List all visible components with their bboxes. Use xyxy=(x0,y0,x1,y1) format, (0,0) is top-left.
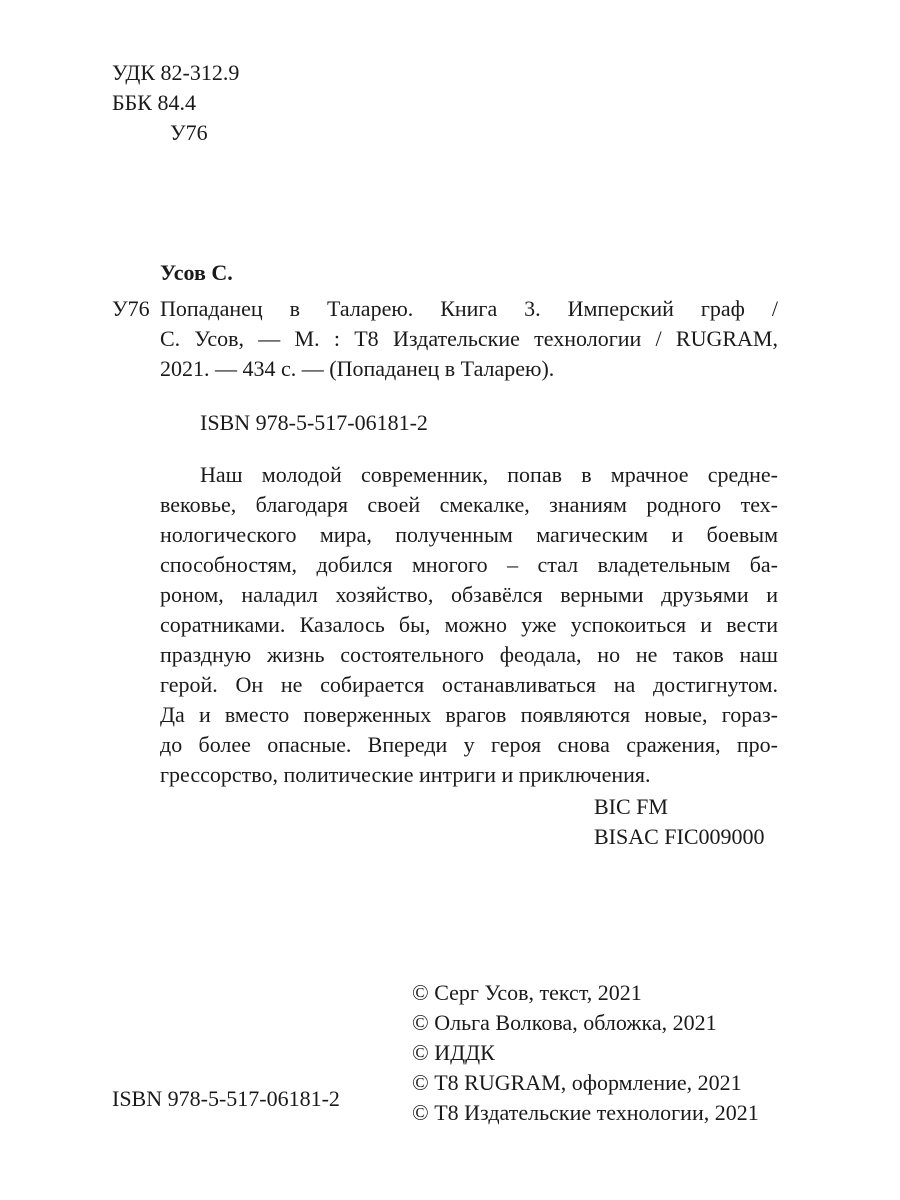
udk-code: УДК 82-312.9 xyxy=(112,60,240,85)
citation-line: 2021. — 434 с. — (Попаданец в Таларею). xyxy=(160,356,555,381)
catalog-code: У76 xyxy=(112,296,150,321)
annotation-line: нологического мира, полученным магическим и боевым xyxy=(160,522,778,547)
annotation-line: способностям, добился многого – стал владетельным ба- xyxy=(160,552,778,577)
author-mark: У76 xyxy=(170,120,208,145)
bic-code: BIC FM xyxy=(594,794,668,819)
copyright-line: © Серг Усов, текст, 2021 xyxy=(412,980,642,1005)
copyright-block xyxy=(412,978,759,1128)
copyright-line: © Ольга Волкова, обложка, 2021 xyxy=(412,1010,717,1035)
author-heading: Усов С. xyxy=(160,260,233,285)
bibliographic-citation xyxy=(160,294,778,384)
copyright-line: © ИДДК xyxy=(412,1040,495,1065)
classification-block xyxy=(112,58,239,148)
annotation-line: Наш молодой современник, попав в мрачное средне- xyxy=(200,462,778,487)
annotation-line: вековье, благодаря своей смекалке, знаниям родного тех- xyxy=(160,492,778,517)
bbk-code: ББК 84.4 xyxy=(112,90,196,115)
copyright-line: © Т8 Издательские технологии, 2021 xyxy=(412,1100,759,1125)
annotation-line: Да и вместо поверженных врагов появляются новые, гораз- xyxy=(160,702,778,727)
isbn-bottom: ISBN 978-5-517-06181-2 xyxy=(112,1086,340,1111)
annotation-line: соратниками. Казалось бы, можно уже успокоиться и вести xyxy=(160,612,778,637)
citation-line: С. Усов, — М. : Т8 Издательские технологии / RUGRAM, xyxy=(160,326,778,351)
citation-line: Попаданец в Таларею. Книга 3. Имперский граф / xyxy=(160,296,778,321)
copyright-line: © Т8 RUGRAM, оформление, 2021 xyxy=(412,1070,742,1095)
annotation-line: до более опасные. Впереди у героя снова сражения, про- xyxy=(160,732,778,757)
bisac-code: BISAC FIC009000 xyxy=(594,824,765,849)
annotation xyxy=(160,460,778,790)
annotation-line: грессорство, политические интриги и приключения. xyxy=(160,762,651,787)
annotation-line: герой. Он не собирается останавливаться на достигнутом. xyxy=(160,672,778,697)
isbn: ISBN 978-5-517-06181-2 xyxy=(200,410,428,435)
annotation-line: роном, наладил хозяйство, обзавёлся верными друзьями и xyxy=(160,582,778,607)
subject-codes xyxy=(594,792,765,852)
annotation-line: праздную жизнь состоятельного феодала, но не таков наш xyxy=(160,642,778,667)
